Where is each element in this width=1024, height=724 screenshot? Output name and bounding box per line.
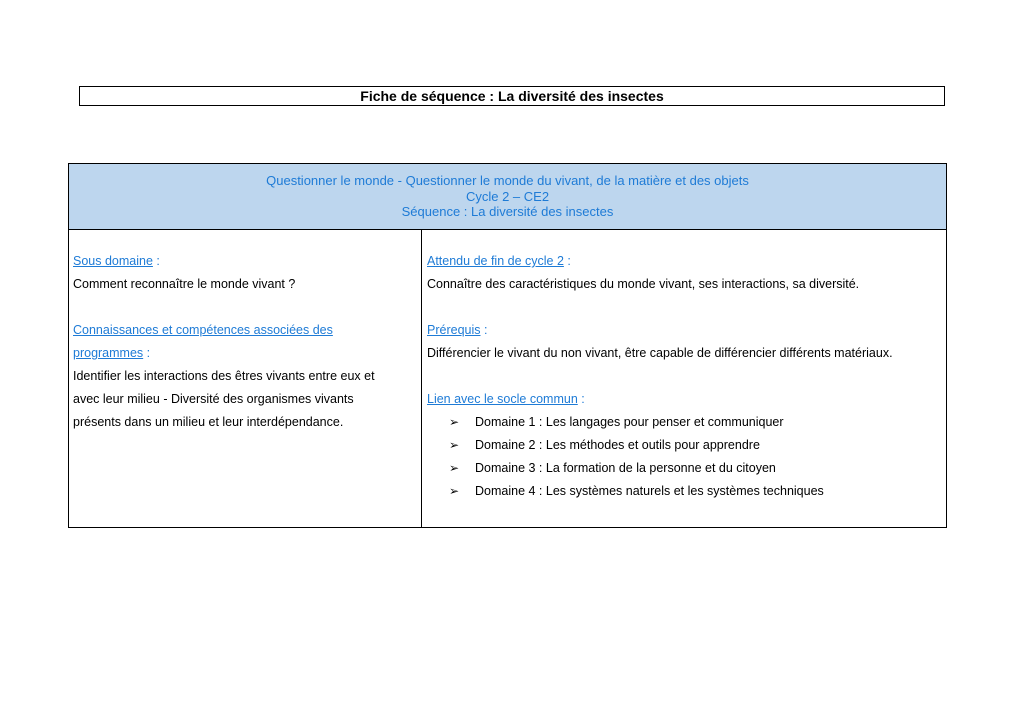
- right-column: [423, 230, 946, 527]
- header-line-sequence: Séquence : La diversité des insectes: [401, 204, 614, 220]
- list-item: [427, 411, 942, 434]
- connaissances-colon: :: [143, 346, 151, 360]
- prerequis-label: Prérequis: [427, 323, 481, 337]
- connaissances-line: présents dans un milieu et leur interdépendance.: [73, 415, 344, 429]
- connaissances-line: avec leur milieu - Diversité des organismes vivants: [73, 392, 354, 406]
- arrow-bullet-icon: ➢: [449, 415, 460, 429]
- sous-domaine-label: Sous domaine: [73, 254, 153, 268]
- attendu-colon: :: [563, 254, 571, 268]
- connaissances-label-line2: programmes: [73, 346, 144, 360]
- header-line-subject: Questionner le monde - Questionner le monde du vivant, de la matière et des objets: [266, 173, 749, 189]
- attendu-text: Connaître des caractéristiques du monde vivant, ses interactions, sa diversité.: [427, 277, 860, 291]
- connaissances-line: Identifier les interactions des êtres vivants entre eux et: [73, 369, 375, 383]
- sous-domaine-text: Comment reconnaître le monde vivant ?: [73, 277, 296, 291]
- sous-domaine-colon: :: [152, 254, 160, 268]
- connaissances-heading: [73, 319, 417, 365]
- arrow-bullet-icon: ➢: [449, 438, 460, 452]
- arrow-bullet-icon: ➢: [449, 484, 460, 498]
- domaines-list: [427, 411, 942, 503]
- header-line-cycle: Cycle 2 – CE2: [465, 188, 550, 204]
- table-header: [69, 164, 946, 230]
- arrow-bullet-icon: ➢: [449, 461, 460, 475]
- lien-label: Lien avec le socle commun: [427, 392, 578, 406]
- document-title: Fiche de séquence : La diversité des insectes: [360, 88, 664, 104]
- domaine-text: Domaine 4 : Les systèmes naturels et les systèmes techniques: [475, 484, 824, 498]
- domaine-text: Domaine 3 : La formation de la personne et du citoyen: [475, 461, 776, 475]
- prerequis-text: Différencier le vivant du non vivant, être capable de différencier différents matériaux.: [427, 346, 893, 360]
- prerequis-heading: [427, 319, 942, 342]
- connaissances-label-line1: Connaissances et compétences associées des: [73, 323, 333, 337]
- prerequis-colon: :: [480, 323, 488, 337]
- list-item: [427, 434, 942, 457]
- attendu-label: Attendu de fin de cycle 2: [427, 254, 564, 268]
- domaine-text: Domaine 1 : Les langages pour penser et communiquer: [475, 415, 784, 429]
- sequence-table: [68, 163, 947, 528]
- list-item: [427, 480, 942, 503]
- left-column: [69, 230, 422, 527]
- sous-domaine-heading: [73, 250, 417, 273]
- lien-heading: [427, 388, 942, 411]
- document-title-box: [79, 86, 945, 106]
- domaine-text: Domaine 2 : Les méthodes et outils pour apprendre: [475, 438, 760, 452]
- attendu-heading: [427, 250, 942, 273]
- lien-colon: :: [577, 392, 585, 406]
- list-item: [427, 457, 942, 480]
